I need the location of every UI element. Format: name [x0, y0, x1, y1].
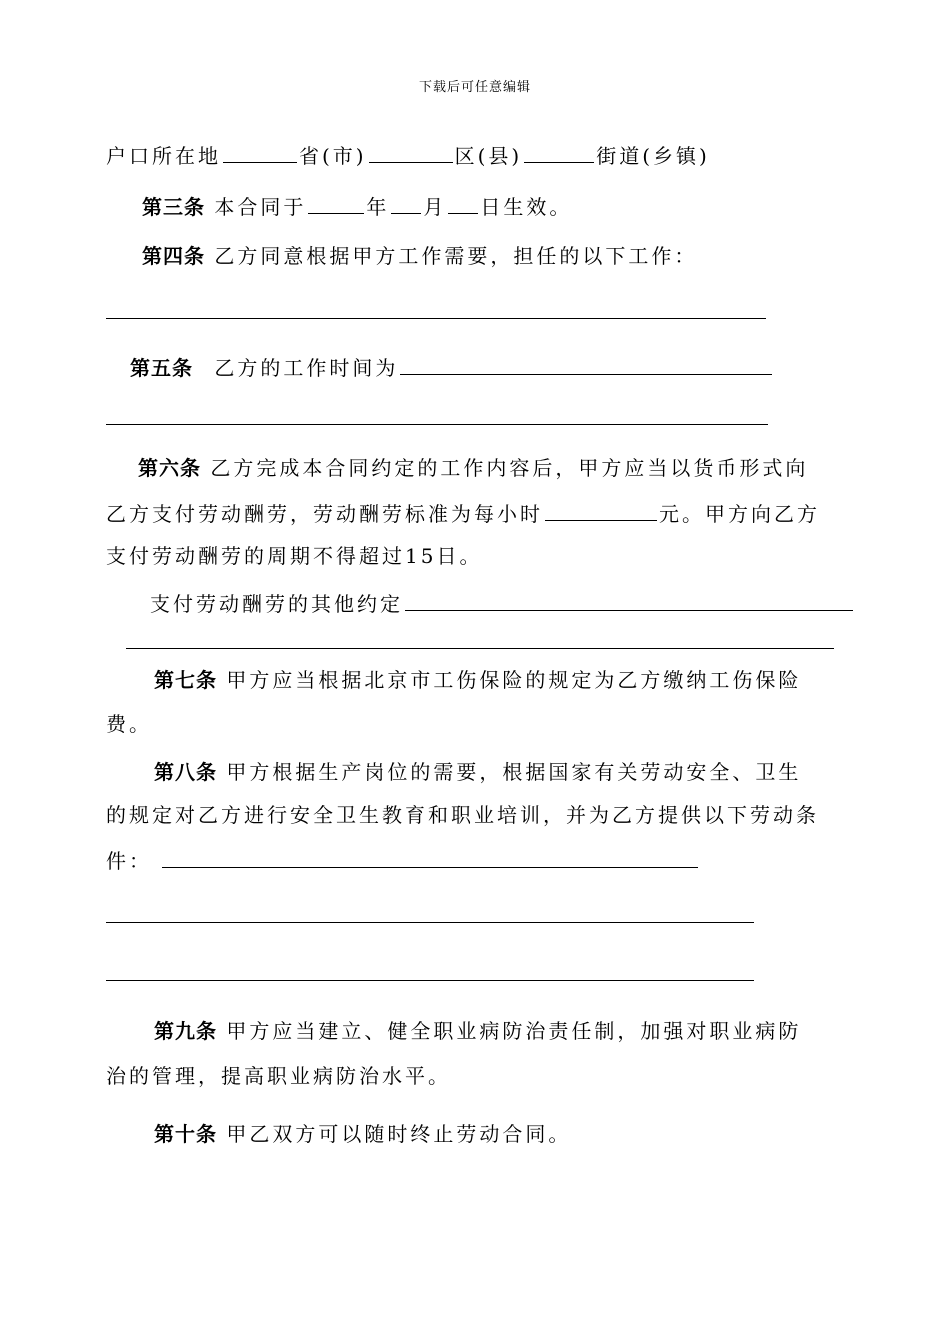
- article-4-blank-line[interactable]: [106, 318, 766, 319]
- other-terms-blank[interactable]: [405, 590, 853, 611]
- article-8-title: 第八条: [154, 760, 217, 784]
- article-6-blank-line[interactable]: [126, 648, 834, 649]
- work-time-blank[interactable]: [400, 354, 772, 375]
- article-8-line-1: [154, 760, 801, 784]
- residence-province: 省(市): [299, 144, 367, 168]
- day-label: 日生效。: [480, 195, 573, 219]
- article-8-line-2: [106, 803, 819, 827]
- article-7-text-2: 费。: [106, 712, 152, 736]
- labor-conditions-blank[interactable]: [162, 847, 698, 868]
- month-label: 月: [423, 195, 447, 219]
- article-5-text: 乙方的工作时间为: [214, 356, 399, 380]
- article-8-text-1: 甲方根据生产岗位的需要，根据国家有关劳动安全、卫生: [226, 760, 802, 784]
- article-6-other: [150, 590, 855, 616]
- day-blank[interactable]: [448, 193, 478, 214]
- article-6-title: 第六条: [138, 456, 201, 480]
- article-5: [130, 354, 774, 380]
- article-9-line-2: [106, 1064, 451, 1088]
- article-8-text-3: 件：: [106, 849, 152, 873]
- article-4-title: 第四条: [142, 244, 205, 268]
- article-6-text-2b: 元。甲方向乙方: [659, 502, 820, 526]
- article-8-blank-line-2[interactable]: [106, 980, 754, 981]
- article-6-line-2: [106, 500, 820, 526]
- article-3: [142, 193, 572, 219]
- article-8-blank-line-1[interactable]: [106, 922, 754, 923]
- article-8-line-3: [106, 847, 700, 873]
- residence-prefix: 户口所在地: [106, 144, 221, 168]
- article-9-text-1: 甲方应当建立、健全职业病防治责任制，加强对职业病防: [226, 1019, 802, 1043]
- year-label: 年: [366, 195, 390, 219]
- residence-street: 街道(乡镇): [596, 144, 710, 168]
- article-9-title: 第九条: [154, 1019, 217, 1043]
- article-6-line-3: [106, 544, 482, 568]
- article-4: [142, 244, 697, 268]
- article-6-text-2a: 乙方支付劳动酬劳，劳动酬劳标准为每小时: [106, 502, 543, 526]
- article-6-text-1: 乙方完成本合同约定的工作内容后，甲方应当以货币形式向: [210, 456, 809, 480]
- article-5-title: 第五条: [130, 356, 193, 380]
- page-header: 下载后可任意编辑: [418, 80, 531, 95]
- article-3-text: 本合同于: [214, 195, 307, 219]
- article-6-other-text: 支付劳动酬劳的其他约定: [150, 592, 403, 616]
- month-blank[interactable]: [391, 193, 421, 214]
- residence-district: 区(县): [454, 144, 523, 168]
- article-6-text-3: 支付劳动酬劳的周期不得超过15日。: [106, 544, 483, 568]
- article-10-title: 第十条: [154, 1122, 217, 1146]
- province-blank[interactable]: [223, 142, 297, 163]
- year-blank[interactable]: [308, 193, 364, 214]
- article-4-text: 乙方同意根据甲方工作需要，担任的以下工作：: [214, 244, 698, 268]
- article-6-line-1: [138, 456, 808, 480]
- district-blank[interactable]: [369, 142, 453, 163]
- hourly-rate-blank[interactable]: [545, 500, 657, 521]
- article-9-line-1: [154, 1019, 801, 1043]
- article-8-text-2: 的规定对乙方进行安全卫生教育和职业培训，并为乙方提供以下劳动条: [106, 803, 819, 827]
- article-9-text-2: 治的管理，提高职业病防治水平。: [106, 1064, 451, 1088]
- residence-line: [106, 142, 710, 168]
- article-7-line-1: [154, 668, 801, 692]
- article-5-blank-line[interactable]: [106, 424, 768, 425]
- article-7-title: 第七条: [154, 668, 217, 692]
- article-7-line-2: [106, 712, 152, 736]
- article-7-text-1: 甲方应当根据北京市工伤保险的规定为乙方缴纳工伤保险: [226, 668, 802, 692]
- article-10-text: 甲乙双方可以随时终止劳动合同。: [226, 1122, 572, 1146]
- article-3-title: 第三条: [142, 195, 205, 219]
- street-blank[interactable]: [524, 142, 594, 163]
- article-10: [154, 1122, 571, 1146]
